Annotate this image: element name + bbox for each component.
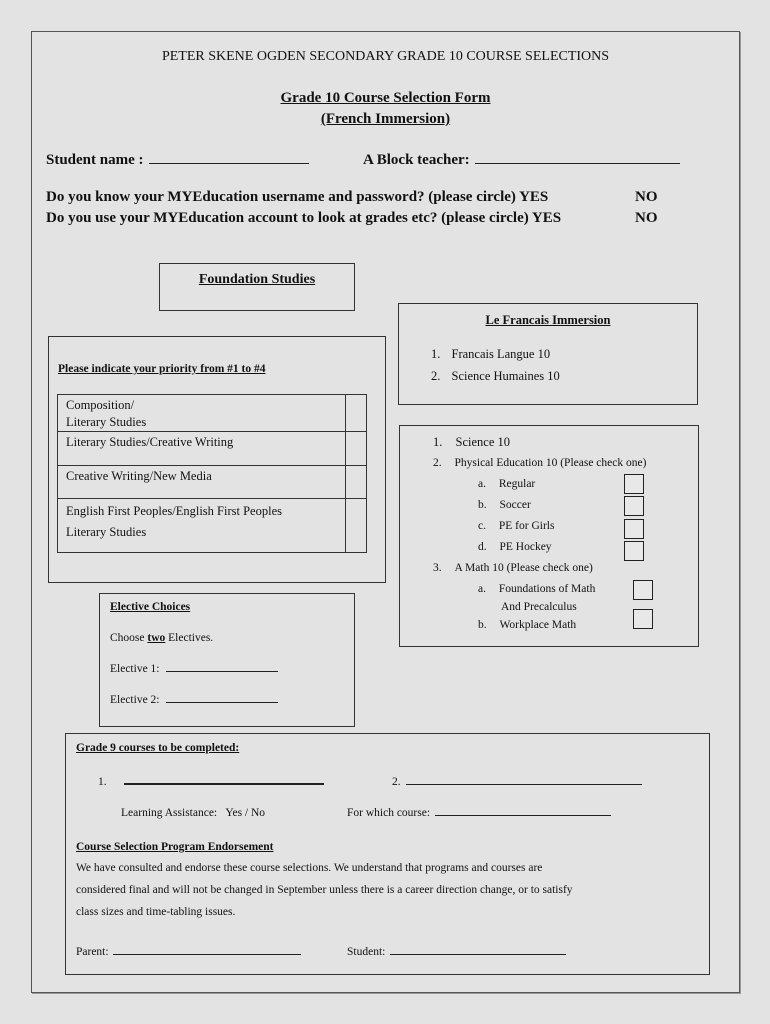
elective-instruction-post: Electives. <box>165 632 214 644</box>
endorsement-line-3: class sizes and time-tabling issues. <box>76 906 236 918</box>
priority-instruction: Please indicate your priority from #1 to #4 <box>58 363 266 375</box>
pe-option-label: PE for Girls <box>498 520 555 532</box>
immersion-course-2 <box>431 369 560 384</box>
list-number: 2. <box>431 369 441 383</box>
student-name-field[interactable] <box>46 152 309 169</box>
endorsement-title: Course Selection Program Endorsement <box>76 841 274 853</box>
elective-2-label: Elective 2: <box>110 694 160 706</box>
form-page <box>31 31 740 993</box>
pe-10-label: Physical Education 10 (Please check one) <box>454 457 647 469</box>
course-composition: Composition/ Literary Studies <box>58 395 346 432</box>
option-letter: a. <box>478 583 486 595</box>
pe-option-girls <box>478 520 554 532</box>
student-name-label: Student name : <box>46 152 144 168</box>
parent-label: Parent: <box>76 946 109 958</box>
priority-cell-3[interactable] <box>346 466 367 499</box>
student-label: Student: <box>347 946 386 958</box>
foundation-priority-box <box>48 336 386 583</box>
option-letter: b. <box>478 619 487 631</box>
list-number: 1. <box>98 776 107 788</box>
priority-cell-4[interactable] <box>346 499 367 553</box>
pe-hockey-checkbox[interactable] <box>624 541 644 561</box>
math-option-foundations-line2: And Precalculus <box>501 601 577 613</box>
elective-box <box>99 593 355 727</box>
immersion-title: Le Francais Immersion <box>485 313 611 327</box>
grade9-endorsement-box <box>65 733 710 975</box>
foundation-title: Foundation Studies <box>198 272 316 287</box>
pe-option-soccer <box>478 499 531 511</box>
option-letter: a. <box>478 478 486 490</box>
table-row <box>58 466 367 499</box>
elective-title: Elective Choices <box>110 601 191 613</box>
student-signature-line[interactable] <box>390 954 566 955</box>
math-foundations-checkbox[interactable] <box>633 580 653 600</box>
list-number: 2. <box>433 457 442 469</box>
elective-1-line[interactable] <box>166 671 278 672</box>
block-teacher-label: A Block teacher: <box>363 152 470 168</box>
course-creative-newmedia: Creative Writing/New Media <box>58 466 346 499</box>
elective-instruction-pre: Choose <box>110 632 148 644</box>
math-option-foundations <box>478 583 595 595</box>
math-10-label: A Math 10 (Please check one) <box>454 562 593 574</box>
grade9-item-1[interactable] <box>98 776 324 788</box>
elective-instruction <box>110 632 213 644</box>
option-letter: c. <box>478 520 486 532</box>
table-row <box>58 395 367 432</box>
learning-assistance[interactable]: Learning Assistance: Yes / No <box>121 807 266 819</box>
which-course-line[interactable] <box>435 815 611 816</box>
list-number: 3. <box>433 562 442 574</box>
table-row <box>58 432 367 466</box>
option-letter: b. <box>478 499 487 511</box>
block-teacher-field[interactable] <box>363 152 680 169</box>
which-course-label: For which course: <box>347 807 431 819</box>
required-item-1 <box>433 435 510 450</box>
elective-2-line[interactable] <box>166 702 278 703</box>
question-1-no[interactable]: NO <box>635 189 658 205</box>
parent-signature-line[interactable] <box>113 954 301 955</box>
grade9-title: Grade 9 courses to be completed: <box>76 742 240 754</box>
math-option-workplace <box>478 619 576 631</box>
priority-cell-2[interactable] <box>346 432 367 466</box>
grade9-item-2[interactable] <box>392 776 642 788</box>
endorsement-line-2: considered final and will not be changed in September unless there is a career direction change, or to satisfy <box>76 884 573 896</box>
question-1: Do you know your MYEducation username and password? (please circle) YES <box>46 189 549 205</box>
pe-option-label: Regular <box>498 478 536 490</box>
pe-option-label: PE Hockey <box>499 541 552 553</box>
science-10-label: Science 10 <box>455 435 510 449</box>
priority-table <box>57 394 367 553</box>
course-english-first-peoples: English First Peoples/English First Peoples Literary Studies <box>58 499 346 553</box>
list-number: 1. <box>433 435 443 449</box>
grade9-course-2-line[interactable] <box>406 784 642 785</box>
student-signature-field[interactable] <box>347 946 566 958</box>
pe-soccer-checkbox[interactable] <box>624 496 644 516</box>
immersion-course-2-label: Science Humaines 10 <box>451 369 560 383</box>
immersion-course-1-label: Francais Langue 10 <box>451 347 551 361</box>
parent-signature-field[interactable] <box>76 946 301 958</box>
priority-cell-1[interactable] <box>346 395 367 432</box>
immersion-box <box>398 303 698 405</box>
grade9-course-1-line[interactable] <box>124 783 324 785</box>
school-title: PETER SKENE OGDEN SECONDARY GRADE 10 COURSE SELECTIONS <box>161 49 610 64</box>
list-number: 1. <box>431 347 441 361</box>
which-course-field[interactable] <box>347 807 611 819</box>
list-number: 2. <box>392 776 401 788</box>
block-teacher-line[interactable] <box>475 163 680 164</box>
pe-option-regular <box>478 478 535 490</box>
form-subtitle: (French Immersion) <box>320 111 451 127</box>
course-literary-creative: Literary Studies/Creative Writing <box>58 432 346 466</box>
required-item-3 <box>433 562 593 574</box>
math-option-label: Foundations of Math <box>498 583 596 595</box>
form-title: Grade 10 Course Selection Form <box>280 90 491 106</box>
math-option-label: Workplace Math <box>499 619 577 631</box>
question-2: Do you use your MYEducation account to look at grades etc? (please circle) YES <box>46 210 562 226</box>
option-letter: d. <box>478 541 487 553</box>
pe-girls-checkbox[interactable] <box>624 519 644 539</box>
question-2-no[interactable]: NO <box>635 210 658 226</box>
elective-1-label: Elective 1: <box>110 663 160 675</box>
pe-regular-checkbox[interactable] <box>624 474 644 494</box>
elective-instruction-bold: two <box>147 632 166 644</box>
table-row <box>58 499 367 553</box>
student-name-line[interactable] <box>149 163 309 164</box>
pe-option-label: Soccer <box>499 499 531 511</box>
math-workplace-checkbox[interactable] <box>633 609 653 629</box>
elective-1-field[interactable] <box>110 663 278 675</box>
endorsement-line-1: We have consulted and endorse these course selections. We understand that programs and courses are <box>76 862 543 874</box>
elective-2-field[interactable] <box>110 694 278 706</box>
immersion-course-1 <box>431 347 550 362</box>
foundation-title-box <box>159 263 355 311</box>
pe-option-hockey <box>478 541 552 553</box>
required-item-2 <box>433 457 646 469</box>
required-courses-box <box>399 425 699 647</box>
